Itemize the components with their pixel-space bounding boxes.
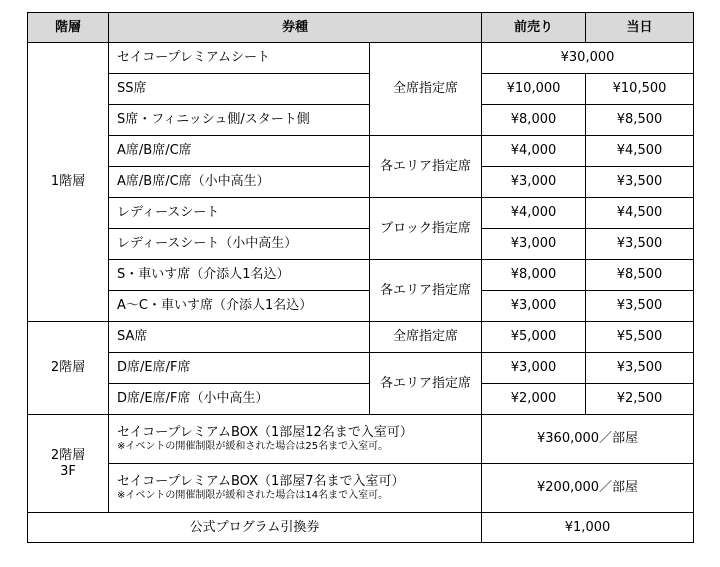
seat-kind: 全席指定席: [370, 43, 482, 136]
table-row: [28, 513, 694, 543]
table-row: [28, 322, 694, 353]
table-row: [28, 415, 694, 464]
floor-cell-2f: 2階層: [28, 322, 109, 415]
table-row: [28, 260, 694, 291]
ticket-name: A席/B席/C席: [109, 136, 370, 167]
table-row: [28, 167, 694, 198]
advance-price: ¥2,000: [482, 384, 586, 415]
box-title: セイコープレミアムBOX（1部屋12名まで入室可）: [117, 424, 413, 440]
ticket-name: S席・フィニッシュ側/スタート側: [109, 105, 370, 136]
same-day-price: ¥3,500: [586, 353, 694, 384]
ticket-name: SA席: [109, 322, 370, 353]
box-price: ¥200,000／部屋: [482, 464, 694, 513]
ticket-name: レディースシート（小中高生）: [109, 229, 370, 260]
ticket-name: A～C・車いす席（介添人1名込）: [109, 291, 370, 322]
program-price: ¥1,000: [482, 513, 694, 543]
ticket-name: A席/B席/C席（小中高生）: [109, 167, 370, 198]
header-same-day: 当日: [586, 13, 694, 43]
same-day-price: ¥5,500: [586, 322, 694, 353]
same-day-price: ¥3,500: [586, 167, 694, 198]
table-row: [28, 136, 694, 167]
box-note: ※イベントの開催制限が緩和された場合は25名まで入室可。: [117, 440, 389, 452]
seat-kind: ブロック指定席: [370, 198, 482, 260]
advance-price: ¥8,000: [482, 105, 586, 136]
table-row: [28, 74, 694, 105]
ticket-name: D席/E席/F席（小中高生）: [109, 384, 370, 415]
floor-cell-1f: 1階層: [28, 43, 109, 322]
same-day-price: ¥4,500: [586, 198, 694, 229]
seat-kind: 各エリア指定席: [370, 260, 482, 322]
floor-cell-2f-3f: [28, 415, 109, 513]
ticket-name: S・車いす席（介添人1名込）: [109, 260, 370, 291]
table-row: [28, 198, 694, 229]
table-row: [28, 384, 694, 415]
header-advance: 前売り: [482, 13, 586, 43]
floor-label-line2: 3F: [60, 463, 76, 479]
table-header-row: [28, 13, 694, 43]
advance-price: ¥3,000: [482, 353, 586, 384]
advance-price: ¥3,000: [482, 291, 586, 322]
ticket-name: SS席: [109, 74, 370, 105]
price-cell: ¥30,000: [482, 43, 694, 74]
box-price: ¥360,000／部屋: [482, 415, 694, 464]
advance-price: ¥3,000: [482, 167, 586, 198]
table-row: [28, 291, 694, 322]
table-row: [28, 105, 694, 136]
box-ticket-cell: [109, 415, 482, 464]
table-row: [28, 43, 694, 74]
advance-price: ¥8,000: [482, 260, 586, 291]
same-day-price: ¥4,500: [586, 136, 694, 167]
ticket-name: D席/E席/F席: [109, 353, 370, 384]
box-ticket-cell: [109, 464, 482, 513]
floor-label-line1: 2階層: [50, 447, 86, 463]
same-day-price: ¥8,500: [586, 260, 694, 291]
same-day-price: ¥10,500: [586, 74, 694, 105]
seat-kind: 各エリア指定席: [370, 353, 482, 415]
table-row: [28, 229, 694, 260]
program-name: 公式プログラム引換券: [28, 513, 482, 543]
box-note: ※イベントの開催制限が緩和された場合は14名まで入室可。: [117, 489, 389, 501]
advance-price: ¥5,000: [482, 322, 586, 353]
ticket-name: セイコープレミアムシート: [109, 43, 370, 74]
seat-kind: 各エリア指定席: [370, 136, 482, 198]
same-day-price: ¥3,500: [586, 229, 694, 260]
advance-price: ¥4,000: [482, 136, 586, 167]
header-floor: 階層: [28, 13, 109, 43]
advance-price: ¥10,000: [482, 74, 586, 105]
header-ticket-type: 券種: [109, 13, 482, 43]
ticket-price-table: [27, 12, 694, 543]
advance-price: ¥4,000: [482, 198, 586, 229]
table-row: [28, 353, 694, 384]
box-title: セイコープレミアムBOX（1部屋7名まで入室可）: [117, 473, 405, 489]
table-row: [28, 464, 694, 513]
ticket-name: レディースシート: [109, 198, 370, 229]
advance-price: ¥3,000: [482, 229, 586, 260]
seat-kind: 全席指定席: [370, 322, 482, 353]
same-day-price: ¥2,500: [586, 384, 694, 415]
same-day-price: ¥8,500: [586, 105, 694, 136]
same-day-price: ¥3,500: [586, 291, 694, 322]
